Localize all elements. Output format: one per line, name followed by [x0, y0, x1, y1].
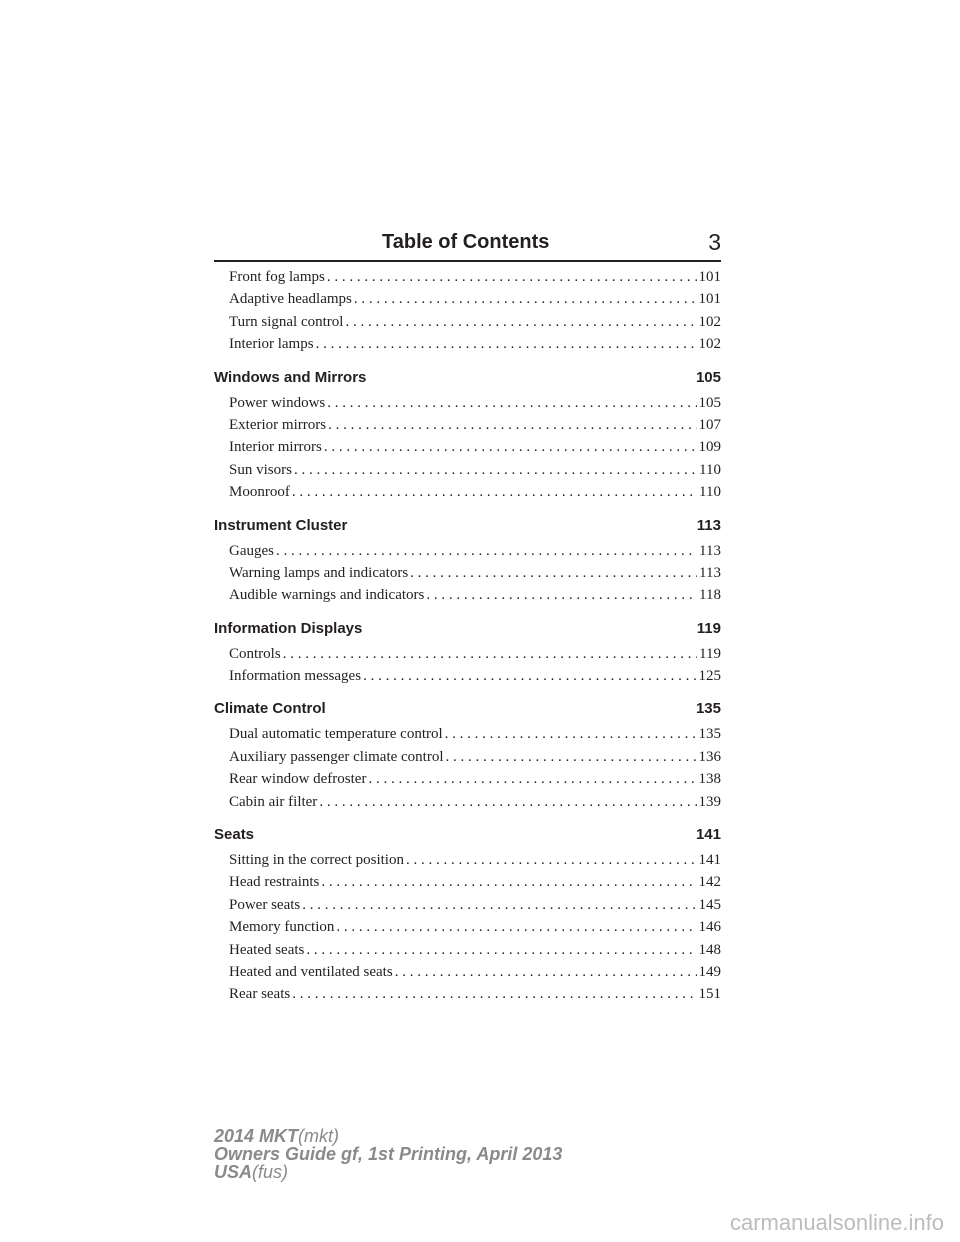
toc-entry[interactable]: [229, 266, 721, 288]
entry-page: 113: [699, 564, 721, 581]
toc-entry[interactable]: [229, 768, 721, 790]
dot-leader: [281, 643, 697, 665]
toc-section-heading[interactable]: [214, 504, 721, 534]
section-page: 113: [696, 516, 721, 534]
entry-page: 105: [698, 394, 721, 411]
entry-label: Interior mirrors: [229, 439, 322, 456]
entry-label: Front fog lamps: [229, 269, 325, 285]
footer-line-2: Owners Guide gf, 1st Printing, April 2013: [214, 1144, 563, 1164]
toc-entry[interactable]: [229, 288, 721, 310]
table-of-contents: [214, 266, 721, 1006]
toc-entry[interactable]: [229, 723, 721, 745]
toc-section-heading[interactable]: [214, 607, 721, 637]
entry-page: 119: [699, 645, 721, 662]
footer-line-3: USA(fus): [214, 1162, 289, 1182]
toc-entry[interactable]: [229, 643, 721, 665]
section-title: Instrument Cluster: [214, 516, 348, 534]
entry-page: 142: [698, 874, 721, 891]
toc-entry[interactable]: [229, 961, 721, 983]
dot-leader: [343, 311, 696, 333]
dot-leader: [444, 746, 697, 768]
dot-leader: [352, 288, 697, 310]
entry-label: Moonroof: [229, 484, 290, 501]
toc-entry[interactable]: [229, 392, 721, 414]
toc-entry[interactable]: [229, 791, 721, 813]
entry-label: Gauges: [229, 542, 274, 559]
dot-leader: [366, 768, 696, 790]
dot-leader: [290, 983, 696, 1005]
dot-leader: [334, 916, 696, 938]
dot-leader: [408, 562, 697, 584]
section-page: 119: [696, 619, 721, 637]
dot-leader: [325, 392, 696, 414]
dot-leader: [404, 849, 697, 871]
section-page: 141: [695, 826, 721, 844]
dot-leader: [290, 481, 697, 503]
toc-section-heading[interactable]: [214, 687, 721, 717]
page-number: 3: [708, 229, 721, 255]
entry-label: Auxiliary passenger climate control: [229, 748, 444, 765]
toc-entry[interactable]: [229, 746, 721, 768]
entry-page: 110: [699, 461, 721, 478]
toc-entry[interactable]: [229, 459, 721, 481]
dot-leader: [300, 894, 696, 916]
dot-leader: [319, 871, 696, 893]
dot-leader: [304, 939, 696, 961]
entry-label: Power windows: [229, 394, 326, 411]
entry-page: 107: [698, 416, 721, 433]
entry-page: 101: [698, 269, 721, 285]
toc-entry[interactable]: [229, 894, 721, 916]
toc-entry[interactable]: [229, 916, 721, 938]
dot-leader: [424, 584, 697, 606]
dot-leader: [393, 961, 697, 983]
section-title: Climate Control: [214, 700, 326, 718]
toc-entry[interactable]: [229, 481, 721, 503]
footer-line-1: 2014 MKT(mkt): [214, 1126, 340, 1146]
toc-entry[interactable]: [229, 665, 721, 687]
entry-label: Turn signal control: [229, 313, 344, 330]
entry-label: Sitting in the correct position: [229, 852, 404, 869]
footer: [214, 1127, 562, 1181]
entry-label: Memory function: [229, 919, 335, 936]
page-title: Table of Contents: [382, 231, 550, 253]
dot-leader: [322, 436, 697, 458]
entry-page: 138: [698, 771, 721, 788]
entry-page: 102: [698, 313, 721, 330]
dot-leader: [274, 540, 697, 562]
entry-page: 110: [699, 484, 721, 501]
entry-page: 148: [698, 941, 721, 958]
entry-label: Heated seats: [229, 941, 305, 958]
entry-page: 136: [698, 748, 721, 765]
dot-leader: [314, 333, 697, 355]
toc-entry[interactable]: [229, 849, 721, 871]
entry-label: Head restraints: [229, 874, 320, 891]
dot-leader: [361, 665, 696, 687]
entry-label: Audible warnings and indicators: [229, 587, 425, 604]
entry-label: Controls: [229, 645, 281, 662]
entry-page: 151: [698, 986, 721, 1003]
dot-leader: [317, 791, 696, 813]
toc-section-heading[interactable]: [214, 813, 721, 843]
entry-label: Heated and ventilated seats: [229, 963, 393, 980]
toc-section-heading[interactable]: [214, 356, 721, 386]
entry-label: Sun visors: [229, 461, 292, 478]
entry-label: Dual automatic temperature control: [229, 726, 443, 743]
entry-page: 145: [698, 896, 721, 913]
entry-page: 109: [698, 439, 721, 456]
entry-label: Warning lamps and indicators: [229, 564, 409, 581]
entry-page: 102: [698, 336, 721, 353]
toc-entry[interactable]: [229, 333, 721, 355]
page-header: [214, 228, 721, 262]
toc-entry[interactable]: [229, 540, 721, 562]
section-title: Seats: [214, 826, 255, 844]
entry-page: 146: [698, 919, 721, 936]
entry-label: Information messages: [229, 668, 362, 685]
watermark[interactable]: carmanualsonline.info: [729, 1210, 944, 1235]
toc-entry[interactable]: [229, 939, 721, 961]
dot-leader: [443, 723, 697, 745]
toc-entry[interactable]: [229, 983, 721, 1005]
entry-page: 125: [698, 668, 721, 685]
toc-entry[interactable]: [229, 436, 721, 458]
entry-label: Cabin air filter: [229, 793, 318, 810]
toc-entry[interactable]: [229, 562, 721, 584]
entry-page: 135: [698, 726, 721, 743]
dot-leader: [326, 414, 696, 436]
toc-entry[interactable]: [229, 414, 721, 436]
section-title: Information Displays: [214, 619, 363, 637]
dot-leader: [292, 459, 697, 481]
toc-entry[interactable]: [229, 311, 721, 333]
entry-label: Interior lamps: [229, 336, 314, 353]
entry-label: Exterior mirrors: [229, 416, 327, 433]
entry-page: 113: [699, 542, 721, 559]
entry-label: Rear window defroster: [229, 771, 367, 788]
toc-entry[interactable]: [229, 584, 721, 606]
section-page: 105: [695, 368, 721, 386]
entry-page: 139: [698, 793, 721, 810]
entry-page: 118: [699, 587, 721, 604]
entry-page: 101: [698, 291, 721, 308]
entry-label: Adaptive headlamps: [229, 291, 352, 308]
section-page: 135: [695, 700, 721, 718]
toc-entry[interactable]: [229, 871, 721, 893]
entry-page: 149: [698, 963, 721, 980]
entry-label: Rear seats: [229, 986, 291, 1003]
entry-page: 141: [698, 852, 721, 869]
section-title: Windows and Mirrors: [214, 368, 367, 386]
dot-leader: [325, 266, 697, 288]
entry-label: Power seats: [229, 896, 301, 913]
